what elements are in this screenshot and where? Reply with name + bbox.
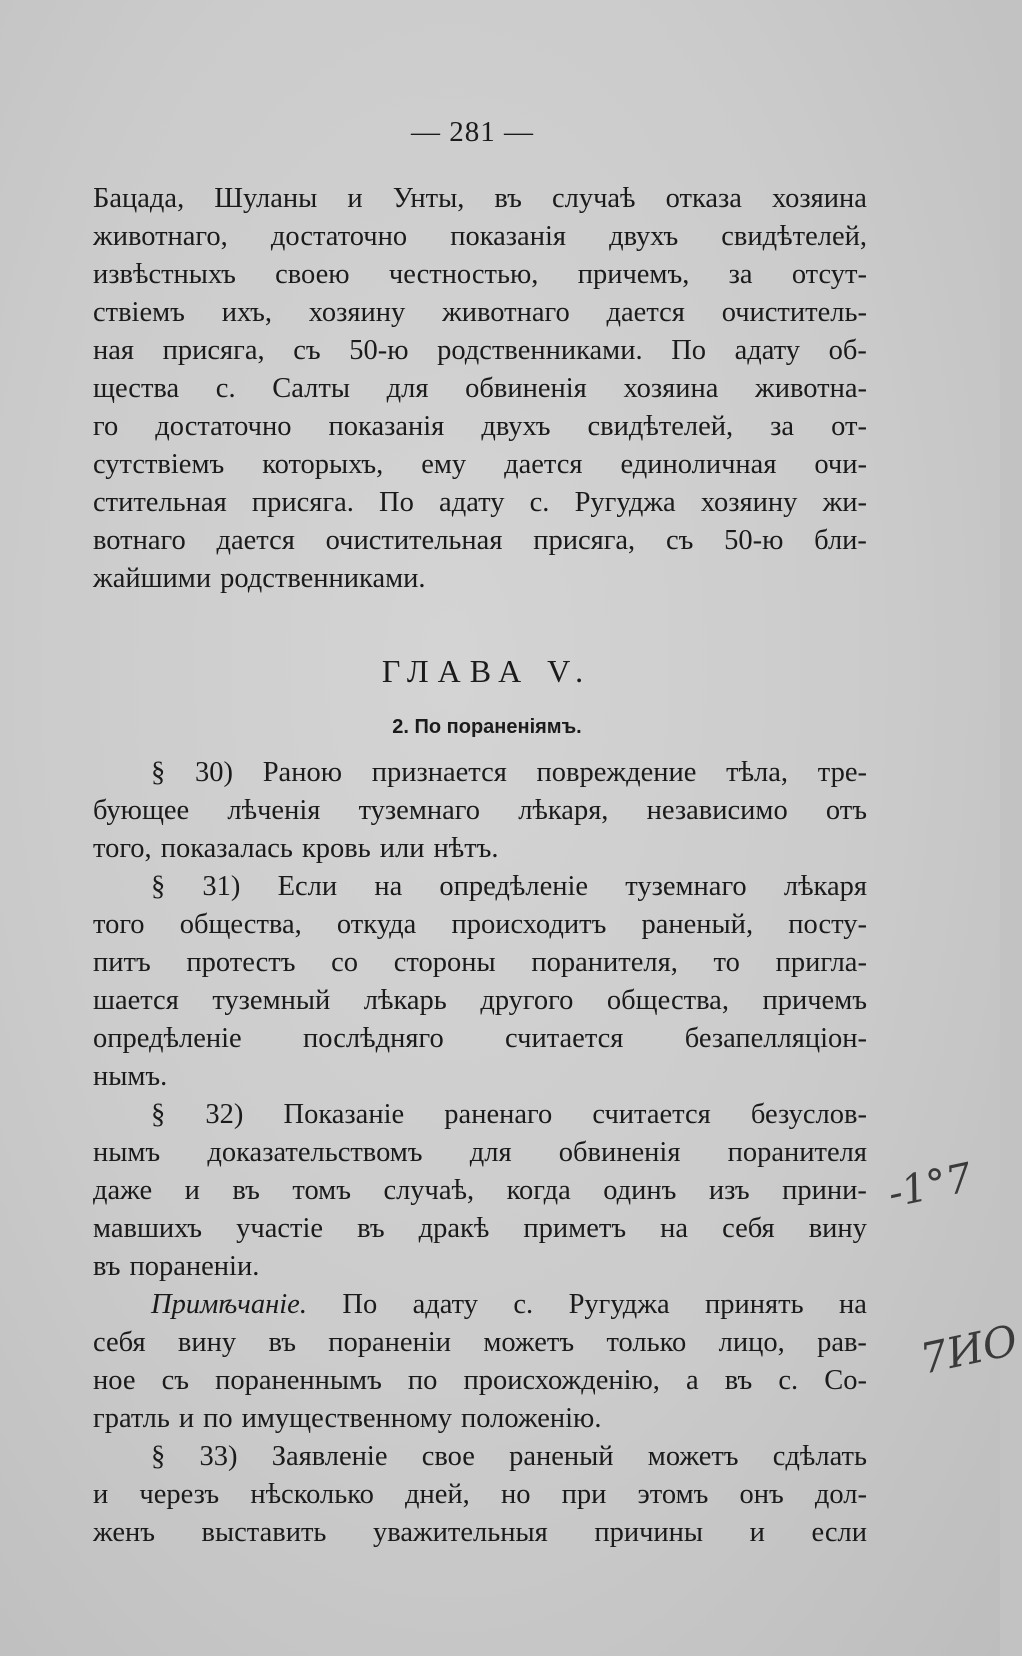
word: томъ bbox=[292, 1175, 351, 1206]
word: дается bbox=[216, 525, 295, 556]
word: на bbox=[660, 1213, 689, 1244]
word: свое bbox=[421, 1441, 475, 1472]
word: ствіемъ bbox=[93, 297, 185, 328]
word: Заявленіе bbox=[271, 1441, 388, 1472]
word: по bbox=[203, 1403, 233, 1434]
text-line bbox=[93, 370, 867, 408]
word: имущественному bbox=[241, 1403, 452, 1434]
word: когда bbox=[506, 1175, 571, 1206]
word: очи- bbox=[814, 449, 867, 480]
word: выставить bbox=[201, 1517, 327, 1548]
word: тре- bbox=[817, 757, 867, 788]
word: того, bbox=[93, 833, 152, 864]
word: хозяину bbox=[308, 297, 406, 328]
word: принять bbox=[705, 1289, 804, 1320]
word: дней, bbox=[405, 1479, 470, 1510]
word: свидѣтелей, bbox=[587, 411, 734, 442]
word: можетъ bbox=[483, 1327, 575, 1358]
text-line bbox=[93, 484, 867, 522]
word: раненый bbox=[509, 1441, 614, 1472]
note-body bbox=[93, 1324, 867, 1438]
word: положенію. bbox=[461, 1403, 602, 1434]
text-line bbox=[93, 1362, 867, 1400]
word: съ bbox=[161, 1365, 189, 1396]
word: если bbox=[811, 1517, 867, 1548]
paragraph-32 bbox=[93, 1096, 867, 1286]
word: случаѣ bbox=[551, 183, 636, 214]
word: Если bbox=[277, 871, 338, 902]
word: пораненнымъ bbox=[215, 1365, 382, 1396]
text-line bbox=[93, 1400, 867, 1438]
word: 31) bbox=[202, 871, 241, 902]
word: родственниками. bbox=[437, 335, 643, 366]
word: стительная bbox=[93, 487, 227, 518]
word: съ bbox=[665, 525, 694, 556]
word: пораненіи bbox=[328, 1327, 452, 1358]
word: независимо bbox=[646, 795, 788, 826]
text-line bbox=[93, 294, 867, 332]
word: извѣстныхъ bbox=[93, 259, 236, 290]
text-line bbox=[93, 830, 867, 868]
chapter-heading: ГЛАВА V. bbox=[381, 653, 593, 689]
text-line bbox=[93, 408, 867, 446]
word: мавшихъ bbox=[93, 1213, 203, 1244]
word: раненый, bbox=[641, 909, 754, 940]
word: Со- bbox=[824, 1365, 867, 1396]
word: рав- bbox=[817, 1327, 867, 1358]
word: адату bbox=[734, 335, 801, 366]
text-line bbox=[93, 218, 867, 256]
text-line bbox=[93, 1514, 867, 1552]
word: ная bbox=[93, 335, 135, 366]
word: присяга. bbox=[251, 487, 354, 518]
text-line bbox=[93, 256, 867, 294]
word: Показаніе bbox=[283, 1099, 405, 1130]
word: даже bbox=[93, 1175, 153, 1206]
word: одинъ bbox=[603, 1175, 677, 1206]
word: очистительная bbox=[325, 525, 503, 556]
word: двухъ bbox=[481, 411, 551, 442]
word: того bbox=[93, 909, 145, 940]
word: лѣкарь bbox=[363, 985, 447, 1016]
word: Ругуджа bbox=[574, 487, 676, 518]
word: § bbox=[151, 1441, 166, 1472]
word: нѣсколько bbox=[250, 1479, 374, 1510]
text-line bbox=[93, 1438, 867, 1476]
word: или bbox=[379, 833, 425, 864]
word: адату bbox=[439, 487, 505, 518]
word: лѣченія bbox=[227, 795, 321, 826]
word: и bbox=[184, 1175, 200, 1206]
word: обвиненія bbox=[558, 1137, 681, 1168]
word: дается bbox=[606, 297, 685, 328]
word: своею bbox=[275, 259, 350, 290]
word: въ bbox=[268, 1327, 296, 1358]
word: безуслов- bbox=[750, 1099, 867, 1130]
word: об- bbox=[828, 335, 867, 366]
word: родственниками. bbox=[220, 563, 426, 594]
word: дается bbox=[504, 449, 583, 480]
section-heading: 2. По пораненіямъ. bbox=[392, 716, 582, 738]
word: сутствіемъ bbox=[93, 449, 225, 480]
word: и bbox=[178, 1403, 195, 1434]
word: причемъ bbox=[762, 985, 867, 1016]
word: гратль bbox=[93, 1403, 170, 1434]
word: прини- bbox=[782, 1175, 867, 1206]
word: туземный bbox=[212, 985, 331, 1016]
word: въ bbox=[93, 1251, 121, 1282]
word: признается bbox=[371, 757, 507, 788]
word: туземнаго bbox=[625, 871, 747, 902]
word: отъ bbox=[825, 795, 867, 826]
word: тѣла, bbox=[726, 757, 789, 788]
word: сдѣлать bbox=[772, 1441, 867, 1472]
word: достаточно bbox=[155, 411, 292, 442]
word: хозяина bbox=[771, 183, 867, 214]
word: отказа bbox=[665, 183, 742, 214]
word: с. bbox=[778, 1365, 799, 1396]
word: животна- bbox=[755, 373, 867, 404]
note-label: Примѣчаніе. bbox=[151, 1289, 307, 1320]
text-line bbox=[93, 446, 867, 484]
word: за bbox=[770, 411, 795, 442]
text-line bbox=[93, 332, 867, 370]
word: ное bbox=[93, 1365, 136, 1396]
text-line bbox=[93, 1172, 867, 1210]
word: вину bbox=[177, 1327, 237, 1358]
text-line bbox=[93, 982, 867, 1020]
word: показанія bbox=[450, 221, 566, 252]
word: свидѣтелей, bbox=[721, 221, 867, 252]
word: въ bbox=[232, 1175, 260, 1206]
page-text bbox=[93, 180, 867, 1552]
text-line bbox=[93, 1248, 867, 1286]
note-first-line bbox=[93, 1286, 867, 1324]
word: со bbox=[331, 947, 359, 978]
text-line bbox=[93, 522, 867, 560]
word: щества bbox=[93, 373, 180, 404]
word: жайшими bbox=[93, 563, 212, 594]
word: животнаго bbox=[442, 297, 570, 328]
word: 32) bbox=[205, 1099, 244, 1130]
word: общества, bbox=[179, 909, 302, 940]
word: лѣкаря bbox=[783, 871, 867, 902]
text-line bbox=[93, 1476, 867, 1514]
word: Салты bbox=[272, 373, 350, 404]
word: лѣкаря, bbox=[518, 795, 609, 826]
text-line bbox=[93, 1058, 867, 1096]
word: для bbox=[469, 1137, 512, 1168]
word: себя bbox=[722, 1213, 775, 1244]
word: общества, bbox=[606, 985, 729, 1016]
word: 50-ю bbox=[724, 525, 784, 556]
handwritten-margin-note: 7ИО bbox=[915, 1315, 1022, 1384]
word: хозяину bbox=[700, 487, 798, 518]
word: Шуланы bbox=[214, 183, 318, 214]
word: а bbox=[686, 1365, 699, 1396]
word: Унты, bbox=[392, 183, 465, 214]
word: доказательствомъ bbox=[207, 1137, 423, 1168]
text-line bbox=[93, 180, 867, 218]
word: происходитъ bbox=[451, 909, 607, 940]
text-line bbox=[93, 560, 867, 598]
word: причины bbox=[594, 1517, 704, 1548]
text-line bbox=[93, 868, 867, 906]
word: животнаго, bbox=[93, 221, 228, 252]
text-line bbox=[93, 944, 867, 982]
word: дракѣ bbox=[418, 1213, 490, 1244]
word: опредѣленіе bbox=[439, 871, 589, 902]
word: происхожденію, bbox=[463, 1365, 660, 1396]
text-line bbox=[93, 1210, 867, 1248]
word: с. bbox=[529, 487, 550, 518]
word: показанія bbox=[328, 411, 445, 442]
word: присяга, bbox=[162, 335, 265, 366]
word: откуда bbox=[336, 909, 417, 940]
word: только bbox=[606, 1327, 687, 1358]
word: этомъ bbox=[637, 1479, 709, 1510]
word: стороны bbox=[393, 947, 496, 978]
word: 30) bbox=[194, 757, 233, 788]
word: кровь bbox=[301, 833, 371, 864]
word: считается bbox=[505, 1023, 624, 1054]
text-line bbox=[93, 1134, 867, 1172]
word: достаточно bbox=[270, 221, 408, 252]
word: с. bbox=[513, 1289, 534, 1320]
note-paragraph bbox=[93, 1286, 867, 1438]
word: поранителя, bbox=[531, 947, 678, 978]
word: послѣдняго bbox=[303, 1023, 444, 1054]
text-line bbox=[93, 1020, 867, 1058]
word: то bbox=[713, 947, 740, 978]
word: 33) bbox=[199, 1441, 238, 1472]
word: Раною bbox=[262, 757, 342, 788]
word: бли- bbox=[814, 525, 867, 556]
word: По bbox=[342, 1289, 378, 1320]
word: туземнаго bbox=[358, 795, 480, 826]
word: показалась bbox=[160, 833, 293, 864]
word: нымъ. bbox=[93, 1061, 168, 1092]
word: раненаго bbox=[444, 1099, 553, 1130]
word: пригла- bbox=[775, 947, 867, 978]
word: черезъ bbox=[139, 1479, 220, 1510]
word: с. bbox=[215, 373, 236, 404]
word: себя bbox=[93, 1327, 146, 1358]
word: случаѣ, bbox=[383, 1175, 475, 1206]
word: § bbox=[151, 757, 166, 788]
word: По bbox=[671, 335, 707, 366]
word: женъ bbox=[93, 1517, 155, 1548]
word: въ bbox=[724, 1365, 753, 1396]
word: ихъ, bbox=[221, 297, 272, 328]
word: повреждение bbox=[536, 757, 697, 788]
paragraph-33 bbox=[93, 1438, 867, 1552]
word: на bbox=[839, 1289, 867, 1320]
text-line bbox=[93, 1324, 867, 1362]
word: изъ bbox=[708, 1175, 750, 1206]
word: го bbox=[93, 411, 119, 442]
word: можетъ bbox=[647, 1441, 739, 1472]
word: въ bbox=[357, 1213, 385, 1244]
word: ему bbox=[421, 449, 467, 480]
word: опредѣленіе bbox=[93, 1023, 242, 1054]
text-line bbox=[93, 792, 867, 830]
word: обвиненія bbox=[465, 373, 587, 404]
word: и bbox=[93, 1479, 109, 1510]
word: жи- bbox=[822, 487, 867, 518]
word: нымъ bbox=[93, 1137, 161, 1168]
word: пораненіи. bbox=[129, 1251, 260, 1282]
word: бующее bbox=[93, 795, 190, 826]
word: очиститель- bbox=[721, 297, 867, 328]
word: причемъ, bbox=[577, 259, 690, 290]
word: уважительныя bbox=[373, 1517, 548, 1548]
text-line bbox=[93, 1096, 867, 1134]
word: вину bbox=[808, 1213, 867, 1244]
word: для bbox=[386, 373, 429, 404]
word: на bbox=[374, 871, 403, 902]
word: единоличная bbox=[620, 449, 777, 480]
word: въ bbox=[494, 183, 522, 214]
word: отсут- bbox=[791, 259, 867, 290]
word: лицо, bbox=[718, 1327, 785, 1358]
word: при bbox=[561, 1479, 607, 1510]
word: по bbox=[407, 1365, 438, 1396]
word: за bbox=[728, 259, 753, 290]
word: адату bbox=[412, 1289, 478, 1320]
word: шается bbox=[93, 985, 179, 1016]
word: двухъ bbox=[609, 221, 679, 252]
word: считается bbox=[592, 1099, 711, 1130]
word: безапелляціон- bbox=[684, 1023, 867, 1054]
word: протестъ bbox=[186, 947, 296, 978]
word: § bbox=[151, 1099, 166, 1130]
word: По bbox=[379, 487, 414, 518]
word: и bbox=[749, 1517, 765, 1548]
page-number: — 281 — bbox=[411, 116, 534, 148]
word: честностью, bbox=[388, 259, 539, 290]
word: § bbox=[151, 871, 166, 902]
paragraph-31 bbox=[93, 868, 867, 1096]
word: приметъ bbox=[523, 1213, 627, 1244]
paragraph-continuation bbox=[93, 180, 867, 598]
text-line bbox=[93, 906, 867, 944]
word: поранителя bbox=[727, 1137, 867, 1168]
word: вотнаго bbox=[93, 525, 186, 556]
word: питъ bbox=[93, 947, 151, 978]
word: посту- bbox=[788, 909, 867, 940]
word: хозяина bbox=[623, 373, 719, 404]
handwritten-margin-note: -1°7 bbox=[884, 1154, 977, 1218]
word: нѣтъ. bbox=[433, 833, 499, 864]
word: дол- bbox=[814, 1479, 867, 1510]
word: от- bbox=[831, 411, 867, 442]
word: которыхъ, bbox=[262, 449, 384, 480]
text-line bbox=[93, 754, 867, 792]
paragraph-30 bbox=[93, 754, 867, 868]
word: участіе bbox=[236, 1213, 324, 1244]
word: 50-ю bbox=[349, 335, 409, 366]
word: присяга, bbox=[533, 525, 636, 556]
word: другого bbox=[480, 985, 574, 1016]
word: Ругуджа bbox=[568, 1289, 670, 1320]
word: и bbox=[347, 183, 363, 214]
word: онъ bbox=[739, 1479, 784, 1510]
word: съ bbox=[293, 335, 321, 366]
word: Бацада, bbox=[93, 183, 185, 214]
word: но bbox=[500, 1479, 531, 1510]
